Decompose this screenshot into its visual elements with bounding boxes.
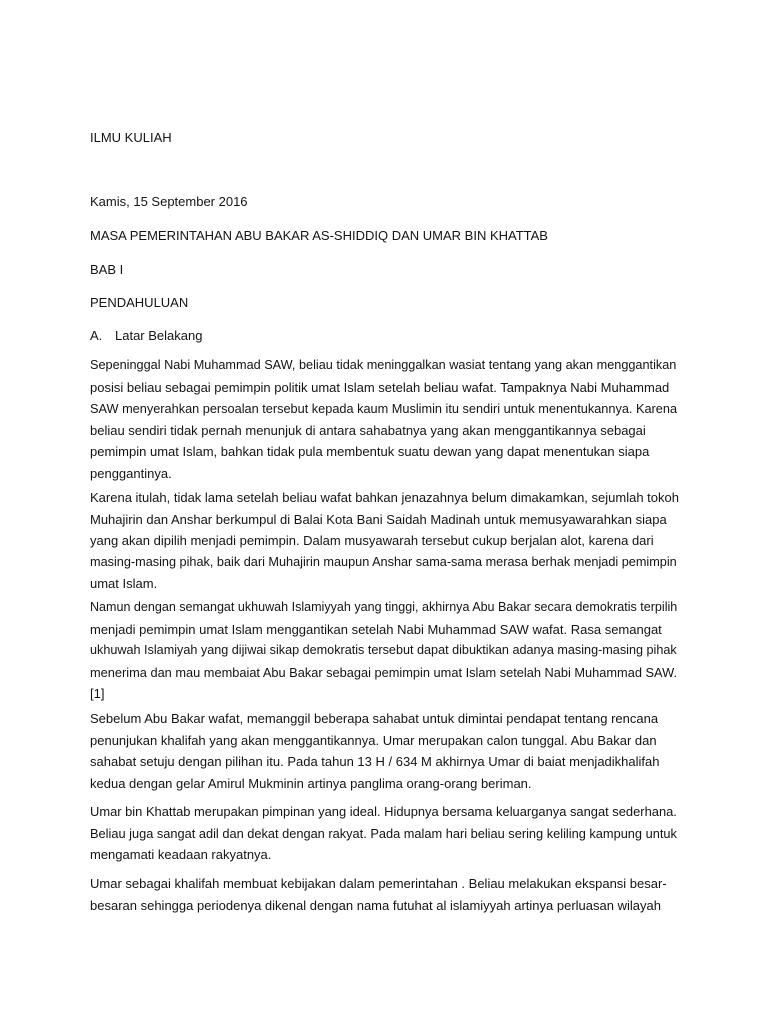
paragraph-3 (90, 597, 680, 705)
paragraph-line: kedua dengan gelar Amirul Mukminin artinya panglima orang-orang beriman. (90, 775, 532, 791)
paragraph-line: Sepeninggal Nabi Muhammad SAW, beliau tidak meninggalkan wasiat tentang yang akan menggantikan (90, 358, 677, 372)
paragraph-line: masing-masing pihak, baik dari Muhajirin maupun Anshar sama-sama merasa berhak menjadi pemimpin (90, 554, 677, 569)
footnote-ref[interactable]: [1] (90, 686, 105, 702)
section-marker: A. (90, 328, 103, 343)
paragraph-5 (90, 801, 680, 866)
paragraph-line: posisi beliau sebagai pemimpin politik umat Islam setelah beliau wafat. Tampaknya Nabi Muhammad (90, 379, 670, 395)
chapter-number: BAB I (90, 262, 124, 277)
paragraph-line: sahabat setuju dengan pilihan itu. Pada tahun 13 H / 634 M akhirnya Umar di baiat menjadikhalifah (90, 754, 660, 770)
paragraph-line: penunjukan khalifah yang akan menggantikannya. Umar merupakan calon tunggal. Abu Bakar dan (90, 732, 657, 748)
document-date: Kamis, 15 September 2016 (90, 194, 248, 209)
paragraph-line: menjadi pemimpin umat Islam menggantikan setelah Nabi Muhammad SAW wafat. Rasa semangat (90, 621, 662, 637)
paragraph-line: penggantinya. (90, 465, 172, 481)
document-title: MASA PEMERINTAHAN ABU BAKAR AS-SHIDDIQ DAN UMAR BIN KHATTAB (90, 228, 548, 243)
paragraph-line: mengamati keadaan rakyatnya. (90, 847, 272, 863)
paragraph-line: Umar bin Khattab merupakan pimpinan yang ideal. Hidupnya bersama keluarganya sangat sederhana. (90, 804, 677, 819)
paragraph-line: umat Islam. (90, 576, 158, 592)
chapter-title: PENDAHULUAN (90, 295, 189, 310)
paragraph-line: Beliau juga sangat adil dan dekat dengan rakyat. Pada malam hari beliau sering keliling kampung untuk (90, 825, 677, 841)
paragraph-line: Muhajirin dan Anshar berkumpul di Balai Kota Bani Saidah Madinah untuk memusyawarahkan siapa (90, 511, 667, 527)
paragraph-line: pemimpin umat Islam, bahkan tidak pula membentuk suatu dewan yang dapat menentukan siapa (90, 444, 650, 460)
paragraph-line: besaran sehingga periodenya dikenal dengan nama futuhat al islamiyyah artinya perluasan wilayah (90, 897, 661, 913)
paragraph-line: Namun dengan semangat ukhuwah Islamiyyah yang tinggi, akhirnya Abu Bakar secara demokratis terpilih (90, 600, 678, 614)
section-label: Latar Belakang (115, 328, 203, 343)
paragraph-2 (90, 487, 680, 595)
paragraph-6 (90, 873, 680, 916)
document-page (90, 0, 680, 1024)
paragraph-line: Sebelum Abu Bakar wafat, memanggil beberapa sahabat untuk dimintai pendapat tentang rencana (90, 711, 659, 726)
paragraph-1 (90, 355, 680, 485)
paragraph-line: yang akan dipilih menjadi pemimpin. Dalam musyawarah tersebut cukup berjalan alot, karena dari (90, 533, 654, 549)
paragraph-line: ukhuwah Islamiyah yang dijiwai sikap demokratis tersebut dapat dibuktikan adanya masing-masing pihak (90, 643, 677, 658)
paragraph-line: SAW menyerahkan persoalan tersebut kepada kaum Muslimin itu sendiri untuk menentukannya. Karena (90, 401, 678, 417)
document-header: ILMU KULIAH (90, 130, 172, 145)
paragraph-4 (90, 708, 680, 794)
section-heading (90, 326, 202, 346)
paragraph-line: beliau sendiri tidak pernah menunjuk di antara sahabatnya yang akan menggantikannya sebagai (90, 422, 646, 438)
paragraph-line: menerima dan mau membaiat Abu Bakar sebagai pemimpin umat Islam setelah Nabi Muhammad SAW. (90, 664, 678, 680)
paragraph-line: Karena itulah, tidak lama setelah beliau wafat bahkan jenazahnya belum dimakamkan, sejumlah tokoh (90, 490, 679, 505)
paragraph-line: Umar sebagai khalifah membuat kebijakan dalam pemerintahan . Beliau melakukan ekspansi besar- (90, 876, 667, 891)
